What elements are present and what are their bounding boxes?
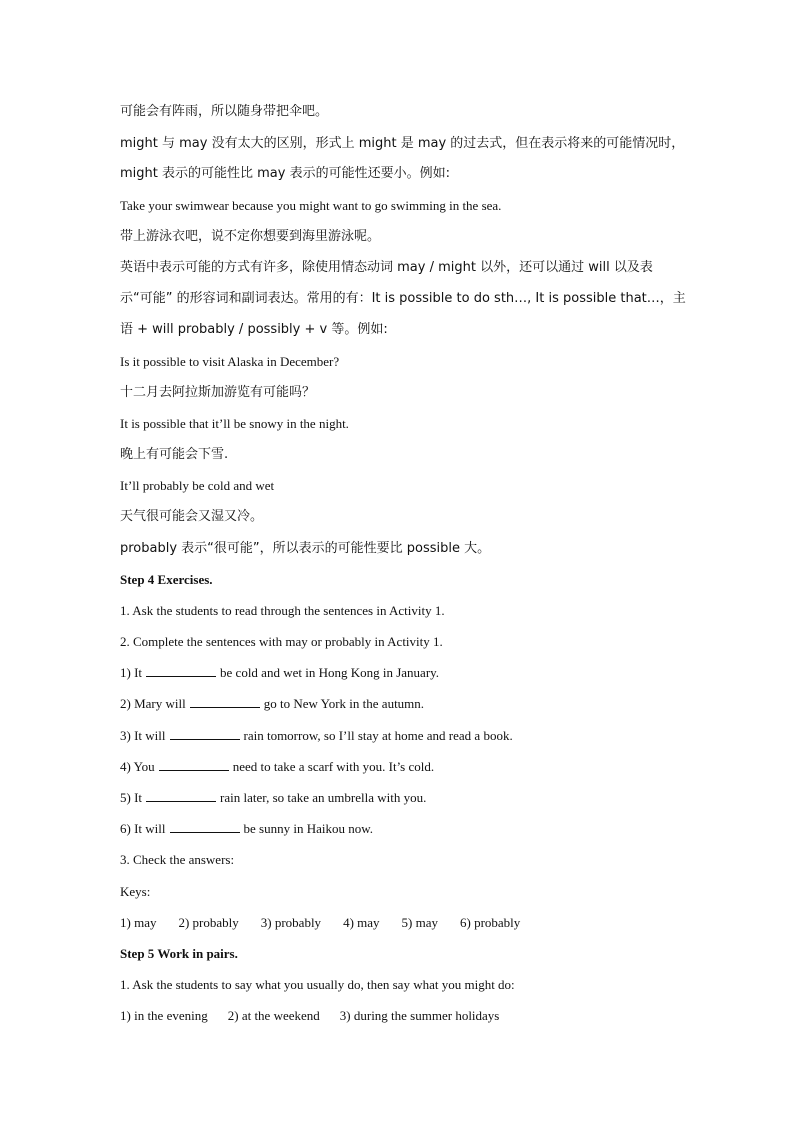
keys-label: Keys:: [120, 884, 151, 899]
exercise-sentence-4: [120, 758, 680, 776]
example-swimwear: Take your swimwear because you might want to go swimming in the sea.: [120, 198, 502, 213]
paragraph-probably-note: probably 表示“很可能”，所以表示的可能性要比 possible 大。: [120, 541, 491, 556]
answer-key: 4) may: [343, 915, 380, 930]
sentence-before: 4) You: [120, 759, 155, 774]
paragraph-possibility-line2: 示“可能” 的形容词和副词表达。常用的有：It is possible to do sth…, It is possible that…，主: [120, 291, 686, 306]
answer-blank: [170, 727, 240, 740]
answer-blank: [190, 695, 260, 708]
example-alaska: Is it possible to visit Alaska in December?: [120, 354, 340, 369]
answer-key: 3) probably: [260, 915, 322, 930]
example-cold-wet: It’ll probably be cold and wet: [120, 478, 275, 493]
step4-item3: 3. Check the answers:: [120, 852, 235, 867]
answer-key: 5) may: [401, 915, 438, 930]
step4-heading: Step 4 Exercises.: [120, 572, 213, 587]
paragraph-shower-note: 可能会有阵雨，所以随身带把伞吧。: [120, 104, 329, 119]
sentence-after: rain tomorrow, so I’ll stay at home and read a book.: [243, 728, 513, 743]
exercise-sentence-2: [120, 695, 680, 713]
sentence-after: be sunny in Haikou now.: [243, 821, 374, 836]
translation-swimwear: 带上游泳衣吧，说不定你想要到海里游泳呢。: [120, 229, 381, 244]
exercise-sentence-5: [120, 789, 680, 807]
answer-blank: [170, 820, 240, 833]
answer-blank: [159, 758, 229, 771]
paragraph-possibility-line1: 英语中表示可能的方式有许多，除使用情态动词 may / might 以外，还可以通过 will 以及表: [120, 260, 653, 275]
paragraph-possibility-line3: 语 + will probably / possibly + v 等。例如:: [120, 322, 388, 337]
answer-blank: [146, 789, 216, 802]
sentence-after: rain later, so take an umbrella with you.: [220, 790, 427, 805]
sentence-before: 3) It will: [120, 728, 166, 743]
translation-alaska: 十二月去阿拉斯加游览有可能吗？: [120, 385, 316, 400]
activity-option: 3) during the summer holidays: [339, 1008, 500, 1023]
translation-snowy: 晚上有可能会下雪.: [120, 447, 229, 462]
activity-option: 2) at the weekend: [227, 1008, 320, 1023]
sentence-after: be cold and wet in Hong Kong in January.: [220, 665, 440, 680]
answer-key: 1) may: [120, 915, 157, 930]
answer-keys: [120, 914, 680, 932]
exercise-sentence-1: [120, 664, 680, 682]
step5-heading: Step 5 Work in pairs.: [120, 946, 238, 961]
answer-blank: [146, 664, 216, 677]
answer-key: 2) probably: [178, 915, 239, 930]
exercise-sentence-3: [120, 727, 680, 745]
paragraph-might-may-line2: might 表示的可能性比 may 表示的可能性还要小。例如:: [120, 166, 450, 181]
step4-item2: 2. Complete the sentences with may or probably in Activity 1.: [120, 634, 443, 649]
sentence-before: 1) It: [120, 665, 143, 680]
sentence-before: 5) It: [120, 790, 143, 805]
step4-item1: 1. Ask the students to read through the sentences in Activity 1.: [120, 603, 445, 618]
activity-options: [120, 1007, 680, 1025]
paragraph-might-may-line1: might 与 may 没有太大的区别，形式上 might 是 may 的过去式，但在表示将来的可能情况时，: [120, 136, 685, 151]
sentence-before: 2) Mary will: [120, 696, 186, 711]
activity-option: 1) in the evening: [120, 1008, 208, 1023]
sentence-before: 6) It will: [120, 821, 166, 836]
sentence-after: need to take a scarf with you. It’s cold.: [232, 759, 435, 774]
exercise-sentence-6: [120, 820, 680, 838]
sentence-after: go to New York in the autumn.: [263, 696, 425, 711]
example-snowy: It is possible that it’ll be snowy in the night.: [120, 416, 349, 431]
answer-key: 6) probably: [460, 915, 521, 930]
translation-cold-wet: 天气很可能会又湿又冷。: [120, 509, 264, 524]
step5-item1: 1. Ask the students to say what you usually do, then say what you might do:: [120, 977, 515, 992]
